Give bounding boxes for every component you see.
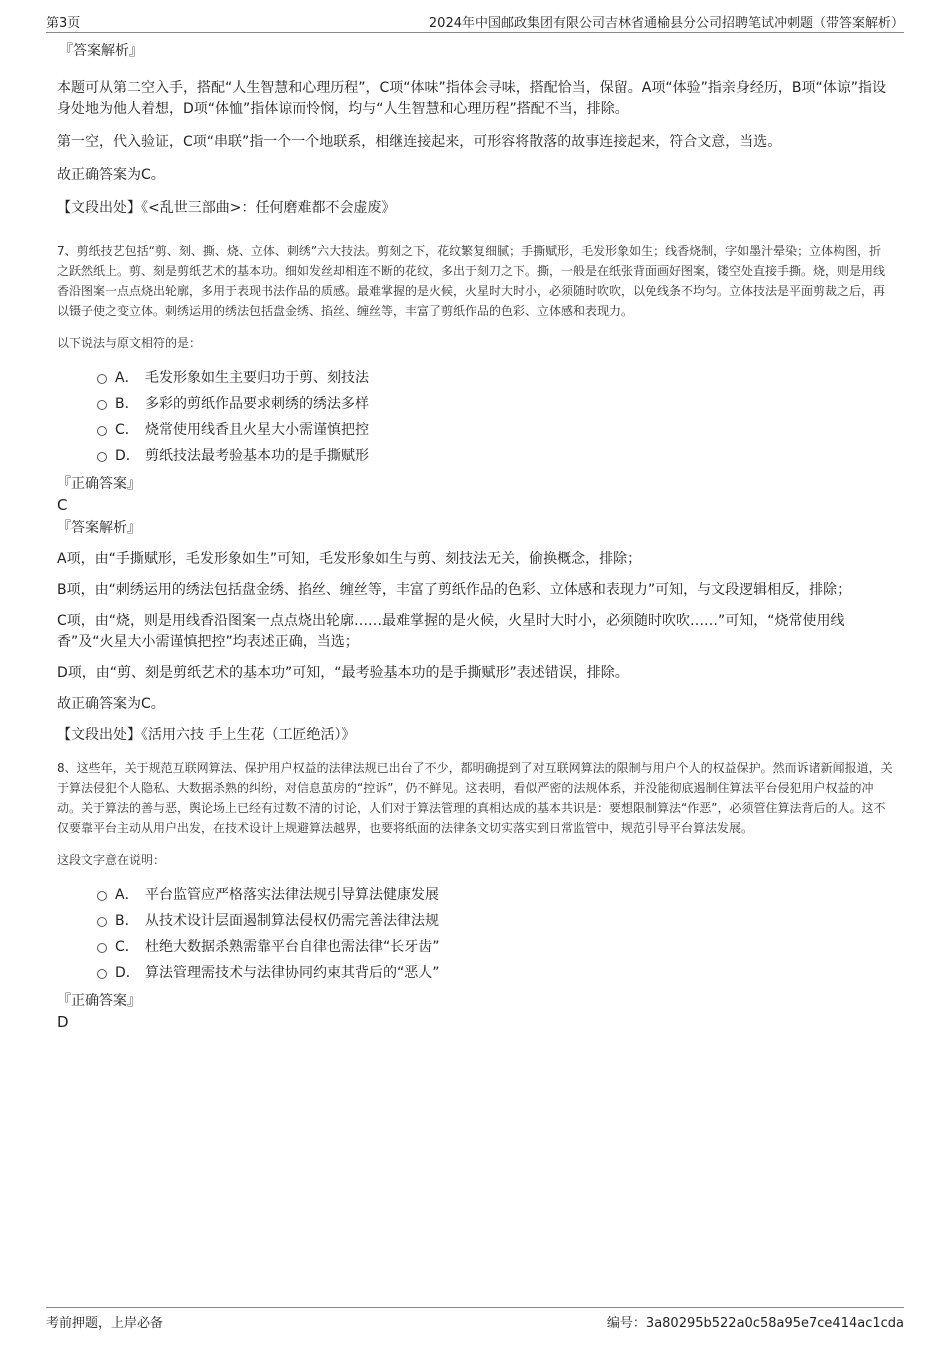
analysis-paragraph: C项，由“烧，则是用线香沿图案一点点烧出轮廓……最难掌握的是火候，火星时大时小，必须随时吹吹……”可知，“烧常使用线香”及“火星大小需谨慎把控”均表述正确，当选； [57, 613, 845, 650]
option-text: 毛发形象如生主要归功于剪、刻技法 [145, 370, 369, 386]
answer-label: 『正确答案』 [57, 476, 141, 492]
analysis-label: 『答案解析』 [57, 520, 141, 536]
page-content [57, 40, 893, 1032]
source-citation: 【文段出处】《<乱世三部曲>：任何磨难都不会虚废》 [57, 200, 396, 216]
question-text: 8、这些年，关于规范互联网算法、保护用户权益的法律法规已出台了不少，都明确提到了对互联网算法的限制与用户个人的权益保护。然而诉诸新闻报道，关于算法侵犯个人隐私、大数据杀熟的纠纷，对信息茧房的“控诉”，仍不鲜见。这表明，看似严密的法规体系，并没能彻底遏制住算法平台侵犯用户权益的冲动。关于算法的善与恶，舆论场上已经有过数不清的讨论，人们对于算法管理的真相达成的基本共识是：要想限制算法“作恶”，必须管住算法背后的人。这不仅要靠平台主动从用户出发，在技术设计上规避算法越界，也要将纸面的法律条文切实落实到日常监管中，规范引导平台算法发展。 [57, 761, 893, 835]
question-text: 7、剪纸技艺包括“剪、刻、撕、烧、立体、刺绣”六大技法。剪刻之下，花纹繁复细腻；手撕赋形，毛发形象如生；线香烧制，字如墨汁晕染；立体构图，折之跃然纸上。剪、刻是剪纸艺术的基本功。细如发丝却相连不断的花纹，多出于刻刀之下。撕，一般是在纸张背面画好图案，镂空处直接手撕。烧，则是用线香沿图案一点点烧出轮廓，多用于表现书法作品的质感。最难掌握的是火候，火星时大时小，必须随时吹吹，以免线条不均匀。立体技法是平面剪裁之后，再以镊子使之变立体。刺绣运用的绣法包括盘金绣、掐丝、缠丝等，丰富了剪纸作品的色彩、立体感和表现力。 [57, 244, 886, 318]
option-text: 平台监管应严格落实法律法规引导算法健康发展 [145, 887, 439, 903]
option-a[interactable] [57, 882, 893, 908]
option-c[interactable] [57, 417, 893, 443]
question-prompt: 这段文字意在说明： [57, 853, 166, 867]
option-text: 多彩的剪纸作品要求刺绣的绣法多样 [145, 396, 369, 412]
source-citation: 【文段出处】《活用六技 手上生花（工匠绝活）》 [57, 727, 356, 743]
option-b[interactable] [57, 391, 893, 417]
analysis-paragraph: A项，由“手撕赋形，毛发形象如生”可知，毛发形象如生与剪、刻技法无关，偷换概念，排除； [57, 551, 642, 567]
option-text: 杜绝大数据杀熟需靠平台自律也需法律“长牙齿” [145, 939, 440, 955]
question-7 [57, 241, 893, 746]
document-title: 2024年中国邮政集团有限公司吉林省通榆县分公司招聘笔试冲刺题（带答案解析） [428, 16, 904, 31]
option-text: 烧常使用线香且火星大小需谨慎把控 [145, 422, 369, 438]
analysis-paragraph: D项，由“剪、刻是剪纸艺术的基本功”可知，“最考验基本功的是手撕赋形”表述错误，排除。 [57, 665, 629, 681]
question-prompt: 以下说法与原文相符的是： [57, 336, 202, 350]
option-c[interactable] [57, 934, 893, 960]
option-a[interactable] [57, 365, 893, 391]
option-letter: C． [115, 939, 139, 955]
option-letter: A． [115, 887, 139, 903]
page-header [46, 12, 904, 33]
option-letter: A． [115, 370, 139, 386]
option-letter: D． [115, 448, 140, 464]
radio-icon[interactable] [97, 891, 107, 901]
radio-icon[interactable] [97, 374, 107, 384]
option-b[interactable] [57, 908, 893, 934]
answer-label: 『正确答案』 [57, 993, 141, 1009]
question-8 [57, 758, 893, 1032]
radio-icon[interactable] [97, 969, 107, 979]
option-text: 算法管理需技术与法律协同约束其背后的“恶人” [145, 965, 440, 981]
option-text: 剪纸技法最考验基本功的是手撕赋形 [145, 448, 369, 464]
radio-icon[interactable] [97, 426, 107, 436]
option-d[interactable] [57, 960, 893, 986]
option-letter: D． [115, 965, 140, 981]
analysis-paragraph: 本题可从第二空入手，搭配“人生智慧和心理历程”，C项“体味”指体会寻味，搭配恰当，保留。A项“体验”指亲身经历，B项“体谅”指设身处地为他人着想，D项“体恤”指体谅而怜悯，均与“人生智慧和心理历程”搭配不当，排除。 [57, 80, 886, 117]
document-id: 编号：3a80295b522a0c58a95e7ce414ac1cda [606, 1316, 904, 1331]
radio-icon[interactable] [97, 400, 107, 410]
analysis-paragraph: 第一空，代入验证，C项“串联”指一个一个地联系，相继连接起来，可形容将散落的故事连接起来，符合文意，当选。 [57, 134, 782, 150]
analysis-paragraph: B项，由“刺绣运用的绣法包括盘金绣、掐丝、缠丝等，丰富了剪纸作品的色彩、立体感和表现力”可知，与文段逻辑相反，排除； [57, 582, 852, 598]
q6-analysis [57, 40, 893, 219]
footer-slogan: 考前押题，上岸必备 [46, 1316, 164, 1331]
page-number: 第3页 [46, 16, 81, 31]
radio-icon[interactable] [97, 452, 107, 462]
option-letter: B． [115, 396, 139, 412]
radio-icon[interactable] [97, 943, 107, 953]
option-letter: B． [115, 913, 139, 929]
option-letter: C． [115, 422, 139, 438]
option-d[interactable] [57, 443, 893, 469]
analysis-label: 『答案解析』 [59, 43, 143, 59]
radio-icon[interactable] [97, 917, 107, 927]
correct-answer: D [57, 1013, 69, 1031]
option-list [57, 882, 893, 986]
analysis-paragraph: 故正确答案为C。 [57, 167, 165, 183]
option-list [57, 365, 893, 469]
page-footer [46, 1307, 904, 1334]
analysis-paragraph: 故正确答案为C。 [57, 696, 165, 712]
correct-answer: C [57, 496, 68, 514]
option-text: 从技术设计层面遏制算法侵权仍需完善法律法规 [145, 913, 439, 929]
